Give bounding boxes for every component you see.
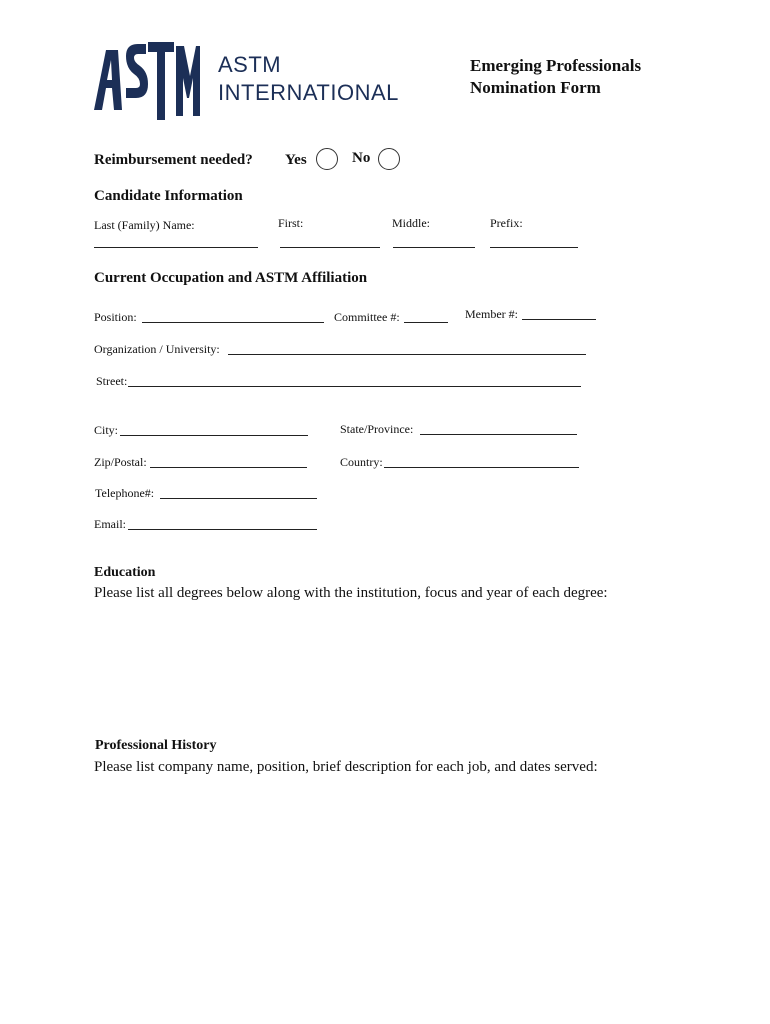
organization-label: Organization / University: bbox=[94, 342, 220, 356]
middle-name-field[interactable] bbox=[393, 247, 475, 248]
occupation-heading: Current Occupation and ASTM Affiliation bbox=[94, 270, 368, 286]
professional-history-instruction: Please list company name, position, brief description for each job, and dates served: bbox=[94, 759, 598, 775]
education-heading: Education bbox=[94, 565, 156, 580]
street-field[interactable] bbox=[128, 386, 581, 387]
logo-text-international: INTERNATIONAL bbox=[218, 80, 399, 105]
form-title-line1: Emerging Professionals bbox=[470, 56, 642, 75]
telephone-field[interactable] bbox=[160, 498, 317, 499]
member-field[interactable] bbox=[522, 319, 596, 320]
astm-logo-mark bbox=[92, 36, 200, 124]
state-field[interactable] bbox=[420, 434, 577, 435]
committee-label: Committee #: bbox=[334, 310, 400, 324]
city-field[interactable] bbox=[120, 435, 308, 436]
country-label: Country: bbox=[340, 455, 383, 469]
professional-history-heading: Professional History bbox=[95, 738, 217, 753]
education-instruction: Please list all degrees below along with the institution, focus and year of each degree: bbox=[94, 585, 608, 601]
country-field[interactable] bbox=[384, 467, 579, 468]
zip-field[interactable] bbox=[150, 467, 307, 468]
committee-field[interactable] bbox=[404, 322, 448, 323]
first-name-label: First: bbox=[278, 216, 304, 230]
first-name-field[interactable] bbox=[280, 247, 380, 248]
reimbursement-label: Reimbursement needed? bbox=[94, 152, 253, 168]
position-field[interactable] bbox=[142, 322, 324, 323]
candidate-heading: Candidate Information bbox=[94, 188, 243, 204]
form-title-line2: Nomination Form bbox=[470, 78, 601, 97]
no-radio[interactable] bbox=[378, 148, 400, 170]
zip-label: Zip/Postal: bbox=[94, 455, 147, 469]
logo-text-astm: ASTM bbox=[218, 52, 282, 77]
professional-history-entry-area[interactable] bbox=[94, 782, 614, 982]
organization-field[interactable] bbox=[228, 354, 586, 355]
prefix-label: Prefix: bbox=[490, 216, 523, 230]
education-entry-area[interactable] bbox=[94, 606, 614, 726]
email-field[interactable] bbox=[128, 529, 317, 530]
prefix-field[interactable] bbox=[490, 247, 578, 248]
yes-radio[interactable] bbox=[316, 148, 338, 170]
member-label: Member #: bbox=[465, 307, 518, 321]
last-name-field[interactable] bbox=[94, 247, 258, 248]
street-label: Street: bbox=[96, 374, 128, 388]
state-label: State/Province: bbox=[340, 422, 414, 436]
email-label: Email: bbox=[94, 517, 126, 531]
no-label: No bbox=[352, 150, 371, 166]
telephone-label: Telephone#: bbox=[95, 486, 155, 500]
middle-name-label: Middle: bbox=[392, 216, 430, 230]
yes-label: Yes bbox=[285, 152, 307, 168]
position-label: Position: bbox=[94, 310, 137, 324]
last-name-label: Last (Family) Name: bbox=[94, 218, 195, 232]
city-label: City: bbox=[94, 423, 119, 437]
